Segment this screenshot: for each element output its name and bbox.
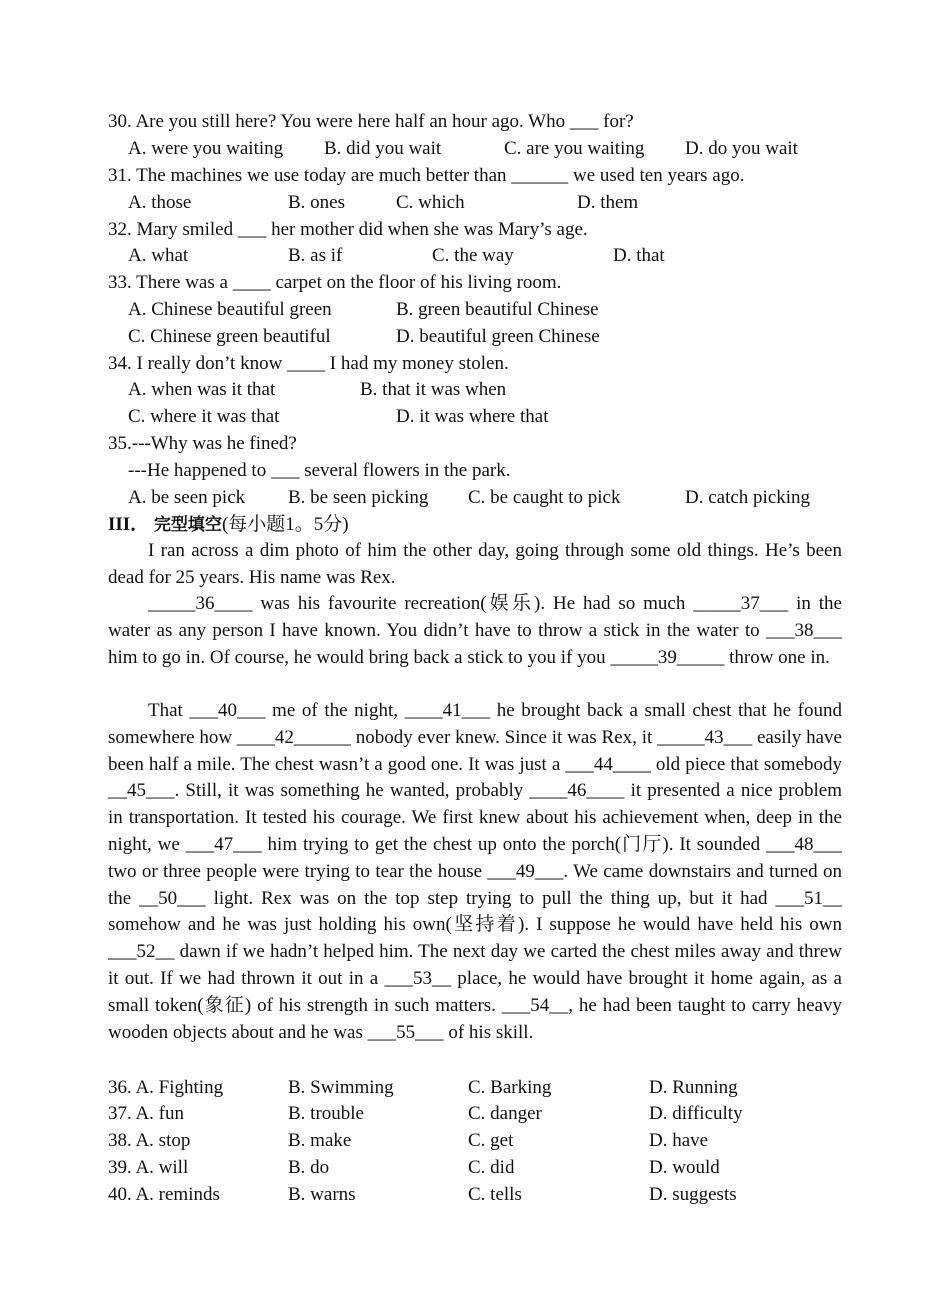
option-35-b: B. be seen picking: [288, 487, 429, 508]
passage-paragraph-1: I ran across a dim photo of him the other day, going through some old things. He’s been dead for 25 years. His name was Rex.: [108, 540, 842, 588]
option-32-d: D. that: [613, 245, 665, 266]
option-30-a: A. were you waiting: [128, 138, 284, 159]
passage-paragraph-3: That ___40___ me of the night, ____41___ he brought back a small chest that he found somewhere how ____42______ nobody ever knew. Since it was Rex, it _____43___ easily have been half a mile. The chest wasn’t a good one. It was just a ___44____ old piece that somebody __45___. Still, it was something he wanted, probably ____46____ it presented a nice problem in transportation. It tested his courage. We first knew about his achievement when, deep in the night, we ___47___ him trying to get the chest up onto the porch(门厅). It sounded ___48___ two or three people were trying to tear the house ___49___. We came downstairs and turned on the __50___ light. Rex was on the top step trying to pull the thing up, but it had ___51__ somehow and he was just holding his own(坚持着). I suppose he would have held his own ___52__ dawn if we hadn’t helped him. The next day we carted the chest miles away and threw it out. If we had thrown it out in a ___53__ place, he would have brought it home again, as a small token(象征) of his strength in such matters. ___54__, he had been taught to carry heavy wooden objects about and he was ___55___ of his skill.: [108, 700, 842, 1043]
cloze-option-36-d: D. Running: [649, 1077, 738, 1098]
section-number: III．: [108, 514, 150, 535]
cloze-option-40-c: C. tells: [468, 1184, 522, 1205]
passage-paragraph-2: _____36____ was his favourite recreation(娱乐). He had so much _____37___ in the water as any person I have known. You didn’t have to throw a stick in the water to ___38___ him to go in. Of course, he would bring back a stick to you if you _____39_____ throw one in.: [108, 593, 842, 668]
question-stem-32: 32. Mary smiled ___ her mother did when she was Mary’s age.: [108, 219, 588, 240]
option-30-d: D. do you wait: [685, 138, 798, 159]
cloze-option-38-a: 38. A. stop: [108, 1130, 191, 1151]
cloze-option-37-b: B. trouble: [288, 1103, 364, 1124]
cloze-option-38-c: C. get: [468, 1130, 514, 1151]
cloze-option-37-a: 37. A. fun: [108, 1103, 184, 1124]
question-stem-30: 30. Are you still here? You were here half an hour ago. Who ___ for?: [108, 111, 634, 132]
section-points: (每小题1。5分): [221, 514, 349, 535]
option-33-c: C. Chinese green beautiful: [128, 326, 331, 347]
option-35-d: D. catch picking: [685, 487, 811, 508]
option-32-a: A. what: [128, 245, 189, 266]
option-34-c: C. where it was that: [128, 406, 280, 427]
cloze-option-36-b: B. Swimming: [288, 1077, 394, 1098]
option-31-d: D. them: [577, 192, 639, 213]
cloze-option-40-d: D. suggests: [649, 1184, 737, 1205]
option-35-a: A. be seen pick: [128, 487, 246, 508]
question-stem-33: 33. There was a ____ carpet on the floor of his living room.: [108, 272, 562, 293]
section-heading: [108, 511, 349, 538]
cloze-option-39-c: C. did: [468, 1157, 515, 1178]
question-stem-35-reply: ---He happened to ___ several flowers in the park.: [128, 460, 511, 481]
question-stem-35: 35.---Why was he fined?: [108, 433, 297, 454]
option-33-b: B. green beautiful Chinese: [396, 299, 599, 320]
section-title: 完型填空: [153, 515, 222, 535]
option-31-c: C. which: [396, 192, 465, 213]
cloze-option-39-d: D. would: [649, 1157, 720, 1178]
cloze-option-40-b: B. warns: [288, 1184, 356, 1205]
cloze-option-37-c: C. danger: [468, 1103, 542, 1124]
option-35-c: C. be caught to pick: [468, 487, 621, 508]
option-34-a: A. when was it that: [128, 379, 276, 400]
cloze-option-39-a: 39. A. will: [108, 1157, 189, 1178]
cloze-option-39-b: B. do: [288, 1157, 330, 1178]
option-33-d: D. beautiful green Chinese: [396, 326, 600, 347]
option-32-b: B. as if: [288, 245, 343, 266]
cloze-option-38-d: D. have: [649, 1130, 709, 1151]
option-30-c: C. are you waiting: [504, 138, 645, 159]
option-34-b: B. that it was when: [360, 379, 507, 400]
cloze-option-36-a: 36. A. Fighting: [108, 1077, 224, 1098]
question-stem-34: 34. I really don’t know ____ I had my money stolen.: [108, 353, 509, 374]
option-32-c: C. the way: [432, 245, 514, 266]
option-33-a: A. Chinese beautiful green: [128, 299, 332, 320]
option-31-b: B. ones: [288, 192, 345, 213]
question-stem-31: 31. The machines we use today are much better than ______ we used ten years ago.: [108, 165, 745, 186]
cloze-option-38-b: B. make: [288, 1130, 352, 1151]
cloze-option-37-d: D. difficulty: [649, 1103, 743, 1124]
option-31-a: A. those: [128, 192, 192, 213]
option-34-d: D. it was where that: [396, 406, 549, 427]
option-30-b: B. did you wait: [324, 138, 442, 159]
cloze-option-40-a: 40. A. reminds: [108, 1184, 220, 1205]
cloze-option-36-c: C. Barking: [468, 1077, 552, 1098]
